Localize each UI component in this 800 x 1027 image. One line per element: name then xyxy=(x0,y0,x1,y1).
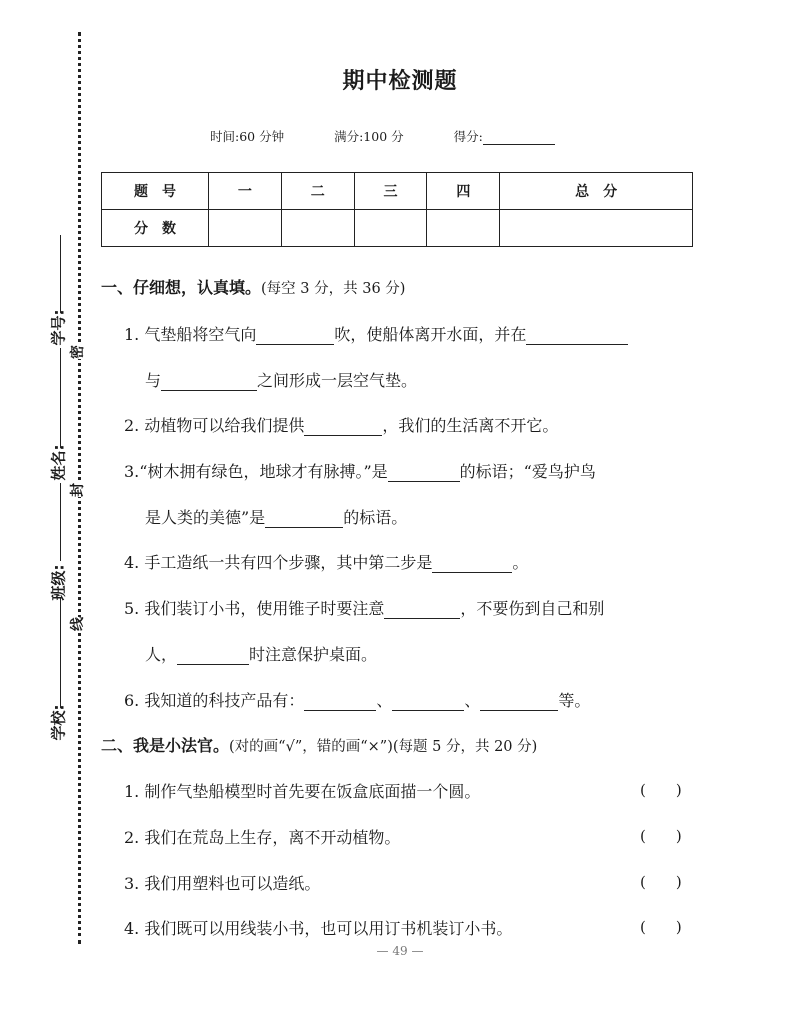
section2-heading xyxy=(101,733,537,756)
question-5-line2 xyxy=(145,642,377,665)
student-id-blank-line xyxy=(60,348,61,448)
time-info: 时间:60 分钟 xyxy=(210,129,285,144)
section1-heading xyxy=(101,275,405,298)
class-label: 班级: xyxy=(49,564,68,601)
student-id-label: 学号: xyxy=(49,309,68,346)
answer-blank[interactable] xyxy=(304,419,382,436)
answer-paren[interactable]: ( ) xyxy=(640,781,682,799)
question-6 xyxy=(124,688,590,711)
student-id-field[interactable] xyxy=(48,286,69,346)
table-row xyxy=(102,210,693,247)
section2-title: 二、我是小法官。 xyxy=(101,736,230,755)
table-cell: 题 号 xyxy=(102,173,209,210)
exam-meta xyxy=(210,127,555,145)
judge-item-4: 4. 我们既可以用线装小书，也可以用订书机装订小书。 xyxy=(124,919,513,938)
answer-blank[interactable] xyxy=(177,648,249,665)
table-cell: 三 xyxy=(354,173,427,210)
name-field[interactable] xyxy=(48,421,69,481)
answer-blank[interactable] xyxy=(384,602,460,619)
q-text: ，我们的生活离不开它。 xyxy=(382,416,559,435)
q-text: 之间形成一层空气垫。 xyxy=(257,371,418,390)
section2-note: (对的画“√”，错的画“×”)(每题 5 分，共 20 分) xyxy=(229,739,538,755)
answer-blank[interactable] xyxy=(265,511,343,528)
page-number: — 49 — xyxy=(376,944,424,958)
class-blank-line xyxy=(60,598,61,708)
school-label: 学校: xyxy=(49,704,68,741)
q-text: 6. 我知道的科技产品有： xyxy=(124,691,305,710)
score-table xyxy=(101,172,693,247)
q-text: 与 xyxy=(145,371,162,390)
q-text: 2. 动植物可以给我们提供 xyxy=(124,416,305,435)
answer-blank[interactable] xyxy=(388,465,460,482)
q-text: 4. 手工造纸一共有四个步骤，其中第二步是 xyxy=(124,553,433,572)
seal-mark-feng: 封 xyxy=(65,483,89,497)
answer-blank[interactable] xyxy=(392,694,464,711)
q-text: 等。 xyxy=(558,691,591,710)
q-text: 、 xyxy=(376,691,393,710)
seal-mark-mi: 密 xyxy=(65,345,89,359)
answer-paren[interactable]: ( ) xyxy=(640,827,682,845)
score-input-cell[interactable] xyxy=(500,210,693,247)
question-3-line2 xyxy=(145,505,407,528)
q-text: 是人类的美德”是 xyxy=(145,508,266,527)
question-4 xyxy=(124,550,528,573)
name-blank-line xyxy=(60,483,61,561)
q-text: 的标语。 xyxy=(343,508,408,527)
q-text: 、 xyxy=(464,691,481,710)
score-blank[interactable] xyxy=(483,132,555,145)
page-title: 期中检测题 xyxy=(342,69,458,94)
school-field[interactable] xyxy=(48,681,69,741)
question-5-line1 xyxy=(124,596,604,619)
q-text: 3.“树木拥有绿色，地球才有脉搏。”是 xyxy=(124,462,388,481)
question-3-line1 xyxy=(124,459,596,482)
score-input-cell[interactable] xyxy=(209,210,282,247)
judge-item-1: 1. 制作气垫船模型时首先要在饭盒底面描一个圆。 xyxy=(124,782,481,801)
score-input-cell[interactable] xyxy=(427,210,500,247)
answer-blank[interactable] xyxy=(304,694,376,711)
judge-item-3: 3. 我们用塑料也可以造纸。 xyxy=(124,874,321,893)
judge-item-2: 2. 我们在荒岛上生存，离不开动植物。 xyxy=(124,828,401,847)
table-cell: 一 xyxy=(209,173,282,210)
top-blank-line xyxy=(60,235,61,313)
table-cell: 四 xyxy=(427,173,500,210)
answer-blank[interactable] xyxy=(480,694,558,711)
score-input-cell[interactable] xyxy=(354,210,427,247)
q-text: 1. 气垫船将空气向 xyxy=(124,325,257,344)
answer-blank[interactable] xyxy=(256,328,334,345)
score-label: 得分: xyxy=(453,129,483,144)
seal-mark-line: 线 xyxy=(65,617,89,631)
table-cell: 总 分 xyxy=(500,173,693,210)
question-2 xyxy=(124,413,558,436)
q-text: ，不要伤到自己和别 xyxy=(460,599,605,618)
section1-title: 一、仔细想，认真填。 xyxy=(101,278,262,297)
score-input-cell[interactable] xyxy=(281,210,354,247)
name-label: 姓名: xyxy=(49,444,68,481)
q-text: 5. 我们装订小书，使用锥子时要注意 xyxy=(124,599,385,618)
answer-blank[interactable] xyxy=(161,374,257,391)
q-text: 的标语；“爱鸟护鸟 xyxy=(459,462,596,481)
q-text: 吹，使船体离开水面，并在 xyxy=(334,325,527,344)
table-cell: 二 xyxy=(281,173,354,210)
answer-paren[interactable]: ( ) xyxy=(640,873,682,891)
answer-blank[interactable] xyxy=(432,556,512,573)
answer-blank[interactable] xyxy=(526,328,628,345)
table-cell: 分 数 xyxy=(102,210,209,247)
full-score-info: 满分:100 分 xyxy=(334,129,404,144)
question-1-line2 xyxy=(145,368,417,391)
class-field[interactable] xyxy=(48,541,69,601)
q-text: 时注意保护桌面。 xyxy=(249,645,378,664)
answer-paren[interactable]: ( ) xyxy=(640,918,682,936)
section1-note: (每空 3 分，共 36 分) xyxy=(261,281,406,297)
question-1-line1 xyxy=(124,322,628,345)
q-text: 。 xyxy=(512,553,529,572)
q-text: 人， xyxy=(145,645,178,664)
table-row xyxy=(102,173,693,210)
